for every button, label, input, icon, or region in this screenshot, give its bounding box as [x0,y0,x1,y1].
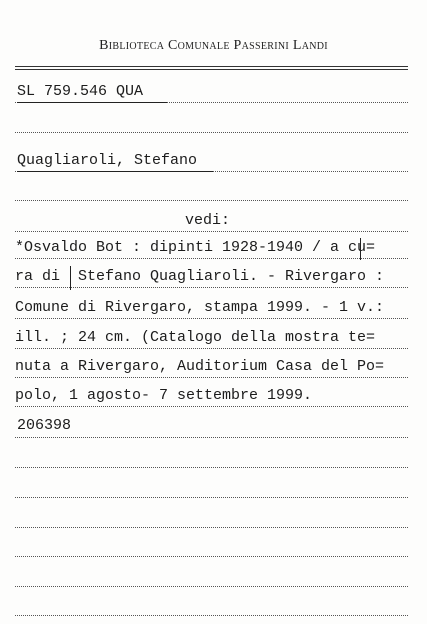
header-rule-top [15,66,408,67]
ruled-line [15,132,408,133]
author-underline [17,171,213,172]
entry-line-4: ill. ; 24 cm. (Catalogo della mostra te= [15,329,376,346]
entry-line-1: *Osvaldo Bot : dipinti 1928-1940 / a cu= [15,239,376,256]
entry-line-5: nuta a Rivergaro, Auditorium Casa del Po= [15,358,385,375]
ruled-line [15,527,408,528]
ruled-line [15,467,408,468]
ruled-line [15,556,408,557]
bracket-close [70,266,71,290]
ruled-line [15,348,408,349]
ruled-line [15,406,408,407]
library-header: Biblioteca Comunale Passerini Landi [99,38,328,53]
bracket-open [360,238,361,260]
shelfmark: SL 759.546 QUA [17,83,144,100]
ruled-line [15,497,408,498]
author-heading: Quagliaroli, Stefano [17,152,198,169]
ruled-line [15,200,408,201]
shelfmark-underline [17,102,167,103]
ruled-line [15,586,408,587]
see-label: vedi: [185,212,231,229]
entry-line-2: ra di Stefano Quagliaroli. - Rivergaro : [15,268,385,285]
ruled-line [15,377,408,378]
record-number: 206398 [17,417,72,434]
entry-line-3: Comune di Rivergaro, stampa 1999. - 1 v.: [15,299,385,316]
ruled-line [15,318,408,319]
ruled-line [15,258,408,259]
entry-line-6: polo, 1 agosto- 7 settembre 1999. [15,387,313,404]
ruled-line [15,615,408,616]
header-rule-bottom [15,69,408,70]
ruled-line [15,437,408,438]
ruled-line [15,287,408,288]
ruled-line [15,231,408,232]
